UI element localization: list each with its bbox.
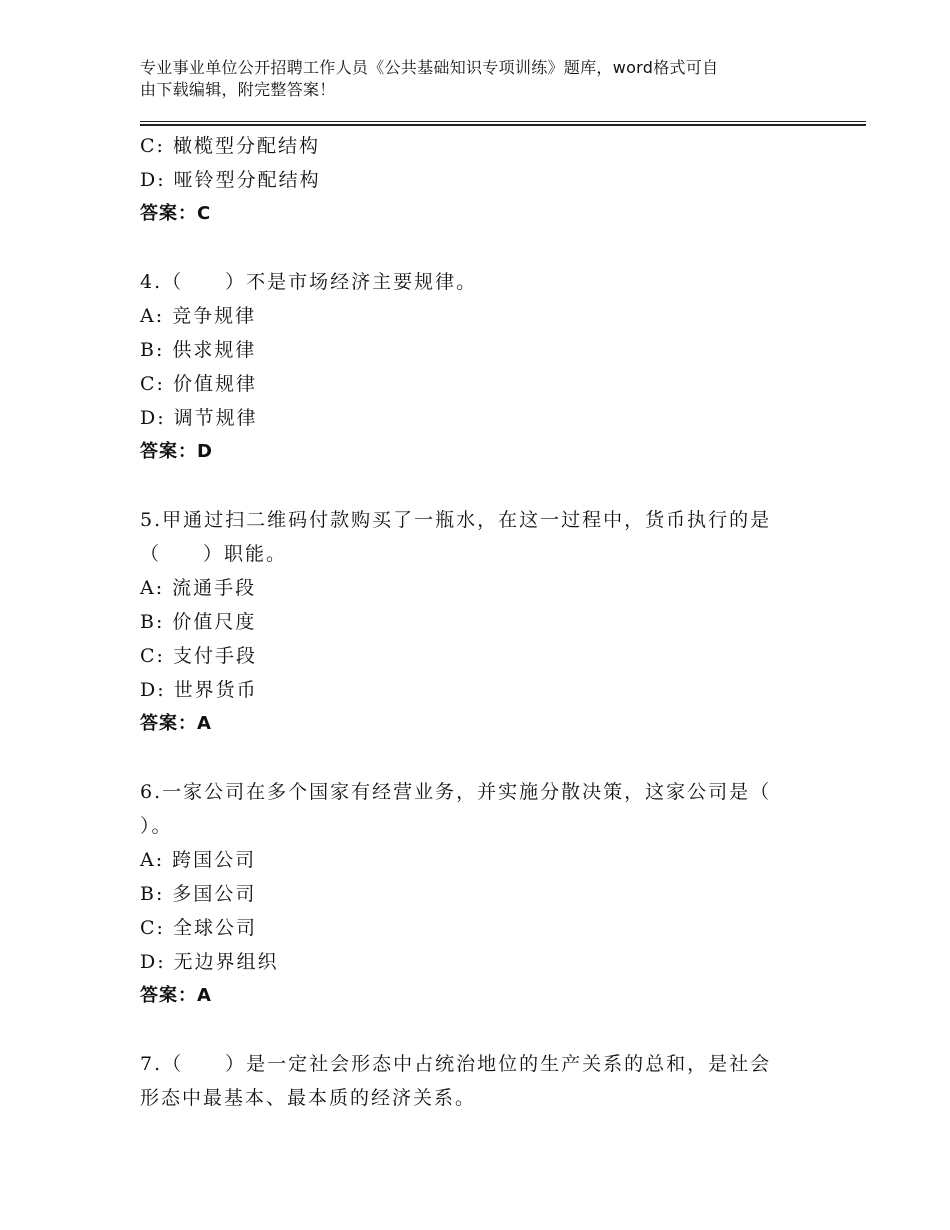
- option-c: C: 支付手段: [140, 645, 257, 667]
- option-d: D: 世界货币: [140, 679, 258, 701]
- question-7-text-line-2: 形态中最基本、最本质的经济关系。: [140, 1087, 477, 1109]
- question-4-text: 4.（ ）不是市场经济主要规律。: [140, 271, 478, 293]
- option-b: B: 价值尺度: [140, 611, 257, 633]
- option-c: C: 橄榄型分配结构: [140, 135, 320, 157]
- spacer: [140, 231, 820, 265]
- spacer: [140, 1013, 820, 1047]
- answer: 答案：D: [140, 441, 213, 462]
- answer: 答案：A: [140, 985, 212, 1006]
- option-c: C: 全球公司: [140, 917, 257, 939]
- option-b: B: 多国公司: [140, 883, 257, 905]
- option-d: D: 调节规律: [140, 407, 258, 429]
- header-rule-thin: [140, 121, 866, 122]
- spacer: [140, 469, 820, 503]
- question-7-text-line-1: 7.（ ）是一定社会形态中占统治地位的生产关系的总和，是社会: [140, 1053, 772, 1075]
- question-5-text-line-1: 5.甲通过扫二维码付款购买了一瓶水，在这一过程中，货币执行的是: [140, 509, 772, 531]
- question-6-text-line-2: ）。: [140, 815, 173, 837]
- page-header: [140, 57, 800, 101]
- header-rule-thick: [140, 124, 866, 126]
- answer: 答案：A: [140, 713, 212, 734]
- option-d: D: 哑铃型分配结构: [140, 169, 321, 191]
- header-line-1: 专业事业单位公开招聘工作人员《公共基础知识专项训练》题库，word格式可自: [140, 58, 719, 77]
- option-a: A: 流通手段: [140, 577, 257, 599]
- question-list: [140, 129, 820, 1115]
- header-line-2: 由下载编辑，附完整答案！: [140, 80, 336, 99]
- option-c: C: 价值规律: [140, 373, 257, 395]
- option-b: B: 供求规律: [140, 339, 257, 361]
- option-d: D: 无边界组织: [140, 951, 279, 973]
- spacer: [140, 741, 820, 775]
- question-5-text-line-2: （ ）职能。: [140, 543, 288, 565]
- option-a: A: 跨国公司: [140, 849, 257, 871]
- question-6-text-line-1: 6.一家公司在多个国家有经营业务，并实施分散决策，这家公司是（: [140, 781, 772, 803]
- option-a: A: 竞争规律: [140, 305, 257, 327]
- answer: 答案：C: [140, 203, 212, 224]
